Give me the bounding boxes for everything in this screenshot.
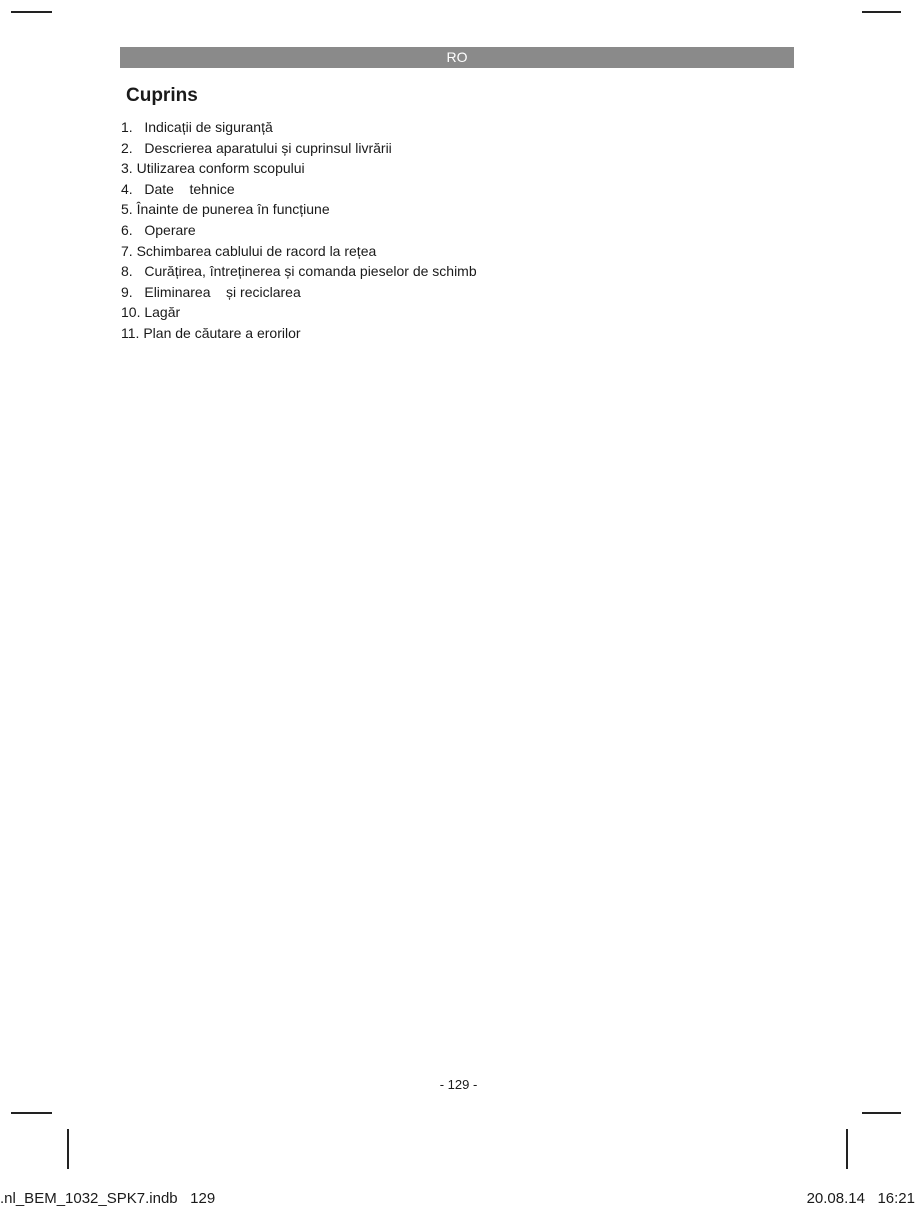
toc-item-number: 9. (121, 283, 133, 300)
table-of-contents (121, 117, 477, 344)
crop-mark-bottom-right-v (846, 1129, 848, 1169)
toc-item-number: 6. (121, 221, 133, 238)
toc-item (121, 199, 477, 220)
toc-item-text: Plan de căutare a erorilor (143, 324, 301, 341)
toc-item-text: Date tehnice (144, 180, 235, 197)
crop-mark-bottom-left-v (67, 1129, 69, 1169)
toc-item (121, 158, 477, 179)
crop-mark-bottom-left-h (11, 1112, 52, 1114)
toc-item-number: 8. (121, 263, 133, 280)
toc-item-text: Operare (144, 221, 196, 238)
footer-timestamp: 20.08.14 16:21 (806, 1190, 915, 1207)
toc-item (121, 241, 477, 262)
toc-item (121, 179, 477, 200)
toc-item-gap (133, 119, 145, 135)
toc-item-gap (133, 181, 145, 197)
toc-item-number: 2. (121, 139, 133, 156)
toc-item-text: Schimbarea cablului de racord la rețea (136, 242, 377, 259)
toc-item-text: Lagăr (144, 304, 181, 321)
toc-item-number: 5. (121, 201, 133, 218)
toc-item-number: 3. (121, 160, 133, 177)
toc-item-text: Eliminarea și reciclarea (144, 283, 301, 300)
toc-item (121, 323, 477, 344)
toc-item-gap (133, 284, 145, 300)
toc-item-gap (133, 222, 145, 238)
toc-item-number: 11. (121, 324, 140, 341)
page-number: - 129 - (439, 1077, 478, 1092)
toc-item-gap (133, 140, 145, 156)
toc-item (121, 138, 477, 159)
toc-item-number: 1. (121, 119, 133, 135)
footer-file-name: .nl_BEM_1032_SPK7.indb 129 (0, 1190, 216, 1207)
crop-mark-bottom-right-h (862, 1112, 901, 1114)
toc-item-gap (133, 263, 145, 279)
toc-item-text: Înainte de punerea în funcțiune (136, 201, 330, 218)
toc-item (121, 282, 477, 303)
toc-item (121, 302, 477, 323)
toc-item (121, 261, 477, 282)
crop-mark-top-left (11, 11, 52, 13)
toc-item-text: Utilizarea conform scopului (136, 160, 305, 177)
toc-item-number: 7. (121, 242, 133, 259)
toc-item-number: 10. (121, 304, 141, 321)
toc-item-number: 4. (121, 180, 133, 197)
toc-item-text: Curățirea, întreținerea și comanda pieselor de schimb (144, 263, 477, 280)
language-header-bar (120, 47, 794, 68)
toc-item (121, 117, 477, 138)
page-title: Cuprins (126, 85, 198, 106)
language-code: RO (446, 49, 468, 65)
toc-item-text: Indicații de siguranță (144, 119, 273, 135)
toc-item-text: Descrierea aparatului și cuprinsul livrării (144, 139, 392, 156)
toc-item (121, 220, 477, 241)
crop-mark-top-right (862, 11, 901, 13)
